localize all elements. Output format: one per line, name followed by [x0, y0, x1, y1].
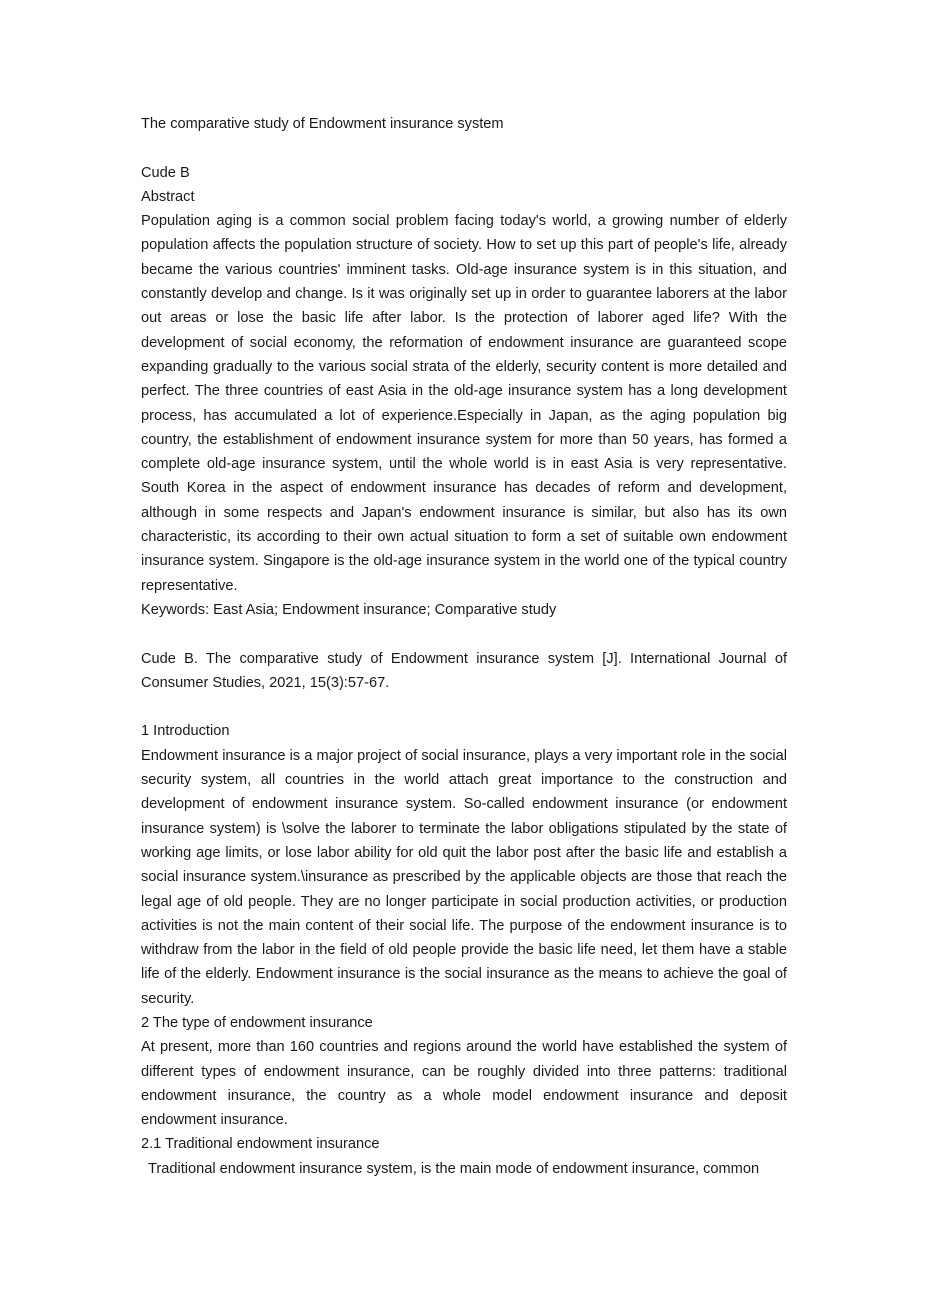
abstract-heading: Abstract [141, 188, 195, 205]
introduction-text: Endowment insurance is a major project of social insurance, plays a very important role in the social security system, all countries in the world attach great importance to the construction and development of endowment insurance system. So-called endowment insurance (or endowment insurance system) is \solve the laborer to terminate the labor obligations stipulated by the state of working age limits, or lose labor ability for old quit the labor post after the basic life and establish a social insurance system.\insurance as prescribed by the applicable objects are those that reach the legal age of old people. They are no longer participate in social production activities, or production activities is not the main content of their social life. The purpose of the endowment insurance is to withdraw from the labor in the field of old people provide the basic life need, let them have a stable life of the elderly. Endowment insurance is the social insurance as the means to achieve the goal of security. [141, 747, 787, 1007]
spacer [141, 136, 787, 160]
traditional-text: Traditional endowment insurance system, is the main mode of endowment insurance, common [148, 1160, 760, 1177]
subsection-heading-traditional: 2.1 Traditional endowment insurance [141, 1136, 380, 1153]
document-page [141, 112, 787, 1181]
section-heading-introduction: 1 Introduction [141, 723, 230, 740]
author: Cude B [141, 164, 190, 181]
abstract-text: Population aging is a common social problem facing today's world, a growing number of elderly population affects the population structure of society. How to set up this part of people's life, already became the various countries' imminent tasks. Old-age insurance system is in this situation, and constantly develop and change. Is it was originally set up in order to guarantee laborers at the labor out areas or lose the basic life after labor. Is the protection of laborer aged life? With the development of social economy, the reformation of endowment insurance are guaranteed scope expanding gradually to the various social strata of the elderly, security content is more detailed and perfect. The three countries of east Asia in the old-age insurance system has a long development process, has accumulated a lot of experience.Especially in Japan, as the aging population big country, the establishment of endowment insurance system for more than 50 years, has formed a complete old-age insurance system, until the whole world is in east Asia is very representative. South Korea in the aspect of endowment insurance has decades of reform and development, although in some respects and Japan's endowment insurance is similar, but also has its own characteristic, its according to their own actual situation to form a set of suitable own endowment insurance system. Singapore is the old-age insurance system in the world one of the typical country representative. [141, 213, 787, 594]
keywords: Keywords: East Asia; Endowment insurance; Comparative study [141, 601, 557, 618]
section-heading-type: 2 The type of endowment insurance [141, 1014, 373, 1031]
paper-title: The comparative study of Endowment insurance system [141, 116, 504, 132]
spacer [141, 622, 787, 646]
spacer [141, 695, 787, 719]
citation: Cude B. The comparative study of Endowment insurance system [J]. International Journal of Consumer Studies, 2021, 15(3):57-67. [141, 650, 787, 691]
type-text: At present, more than 160 countries and regions around the world have established the system of different types of endowment insurance, can be roughly divided into three patterns: traditional endowment insurance, the country as a whole model endowment insurance and deposit endowment insurance. [141, 1039, 787, 1129]
